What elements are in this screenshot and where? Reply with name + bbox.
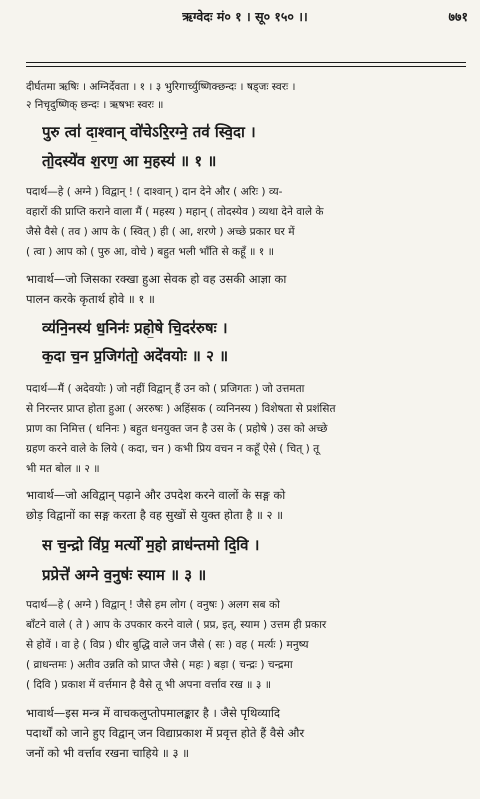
bhavartha-line: पालन करके कृतार्थ होवे ॥ १ ॥ [26,292,155,306]
padartha-line: जैसे वैसे ( तव ) आप के ( स्वित् ) ही ( आ, शरणे ) अच्छे प्रकार घर में [26,226,295,238]
running-header [20,8,470,28]
padartha-line: से निरन्तर प्राप्त होता हुआ ( अररुषः ) अहिंसक ( व्यनिनस्य ) विशेषता से प्रशंसित [26,403,336,415]
padartha-line: प्राण का निमित्त ( धनिनः ) बहुत धनयुक्त जन है उस के ( प्रहोषे ) उस को अच्छे [26,423,328,435]
running-title: ऋग्वेदः मं० १ । सू० १५० ।। [182,9,308,24]
mantra-line: स च॒न्द्रो वि॑प्र॒ मर्त्यो॑ म॒हो व्राध॑न्तमो दि॒वि । [42,536,260,554]
padartha-line: वहारों की प्राप्ति कराने वाला मैं ( महस्य ) महान् ( तोदस्येव ) व्यथा देने वाले के [26,206,324,218]
page-number: ७७१ [448,9,468,24]
metadata-line: २ निचृदुष्णिक् छन्दः । ऋषभः स्वरः ॥ [26,99,164,111]
bhavartha-line: छोड़ विद्वानों का सङ्ग करता है वह सुखों से युक्त होता है ॥ २ ॥ [26,508,284,522]
padartha-line: पदार्थ—हे ( अग्ने ) विद्वान् ! जैसे हम लोग ( वनुषः ) अलग सब को [26,599,280,611]
bhavartha-line: भावार्थ—इस मन्त्र में वाचकलुप्तोपमालङ्कार है । जैसे पृथिव्यादि [26,706,280,720]
bhavartha-line: पदार्थों को जाने हुए विद्वान् जन विद्याप्रकाश में प्रवृत्त होते हैं वैसे और [26,726,305,740]
padartha-line: बाँटने वाले ( ते ) आप के उपकार करने वाले ( प्रप्र, इत्, स्याम ) उत्तम ही प्रकार [26,619,327,631]
padartha-line: ग्रहण करने वाले के लिये ( कदा, चन ) कभी प्रिय वचन न कहूँ ऐसे ( चित् ) तू [26,443,320,455]
padartha-line: पदार्थ—मैं ( अदेवयोः ) जो नहीं विद्वान् हैं उन को ( प्रजिगतः ) जो उत्तमता [26,383,305,395]
mantra-line: पुरु त्वा॑ दा॒श्वान् वो॑चेऽरि॒रग्ने॒ तव॑ स्वि॒दा । [42,123,256,141]
padartha-line: से होवें । वा हे ( विप्र ) धीर बुद्धि वाले जन जैसे ( सः ) वह ( मर्त्यः ) मनुष्य [26,639,309,651]
bhavartha-line: भावार्थ—जो अविद्वान् पढ़ाने और उपदेश करने वालों के सङ्ग को [26,488,286,502]
padartha-line: ( त्वा ) आप को ( पुरु आ, वोचे ) बहुत भली भाँति से कहूँ ॥ १ ॥ [26,246,275,258]
mantra-line: तो॒दस्ये॑व श॒रण॒ आ म॒हस्य॑ ॥ १ ॥ [42,152,217,170]
header-rule [26,62,466,67]
padartha-line: पदार्थ—हे ( अग्ने ) विद्वान् ! ( दाश्वान् ) दान देने और ( अरिः ) व्य- [26,186,283,198]
mantra-line: व्य॑नि॒नस्य॑ ध॒निनः॑ प्रहो॒षे चि॒दर॑रुषः । [42,319,228,337]
padartha-line: ( दिवि ) प्रकाश में वर्त्तमान है वैसे तू भी अपना वर्त्ताव रख ॥ ३ ॥ [26,679,272,691]
padartha-line: ( व्राधन्तमः ) अतीव उन्नति को प्राप्त जैसे ( महः ) बड़ा ( चन्द्रः ) चन्द्रमा [26,659,293,671]
mantra-line: प्रप्रेत्ते॑ अग्ने व॒नुषः॑ स्याम ॥ ३ ॥ [42,566,207,584]
bhavartha-line: भावार्थ—जो जिसका रक्खा हुआ सेवक हो वह उसकी आज्ञा का [26,272,287,286]
padartha-line: भी मत बोल ॥ २ ॥ [26,463,100,475]
bhavartha-line: जनों को भी वर्त्ताव रखना चाहिये ॥ ३ ॥ [26,746,189,760]
mantra-line: क॒दा च॒न प्र॒जिग॑तो॒ अदे॑वयोः ॥ २ ॥ [42,347,229,365]
metadata-line: दीर्घतमा ऋषिः । अग्निर्देवता । १ । ३ भुरिगार्च्युष्णिक्छन्दः । षड्जः स्वरः । [26,81,296,93]
